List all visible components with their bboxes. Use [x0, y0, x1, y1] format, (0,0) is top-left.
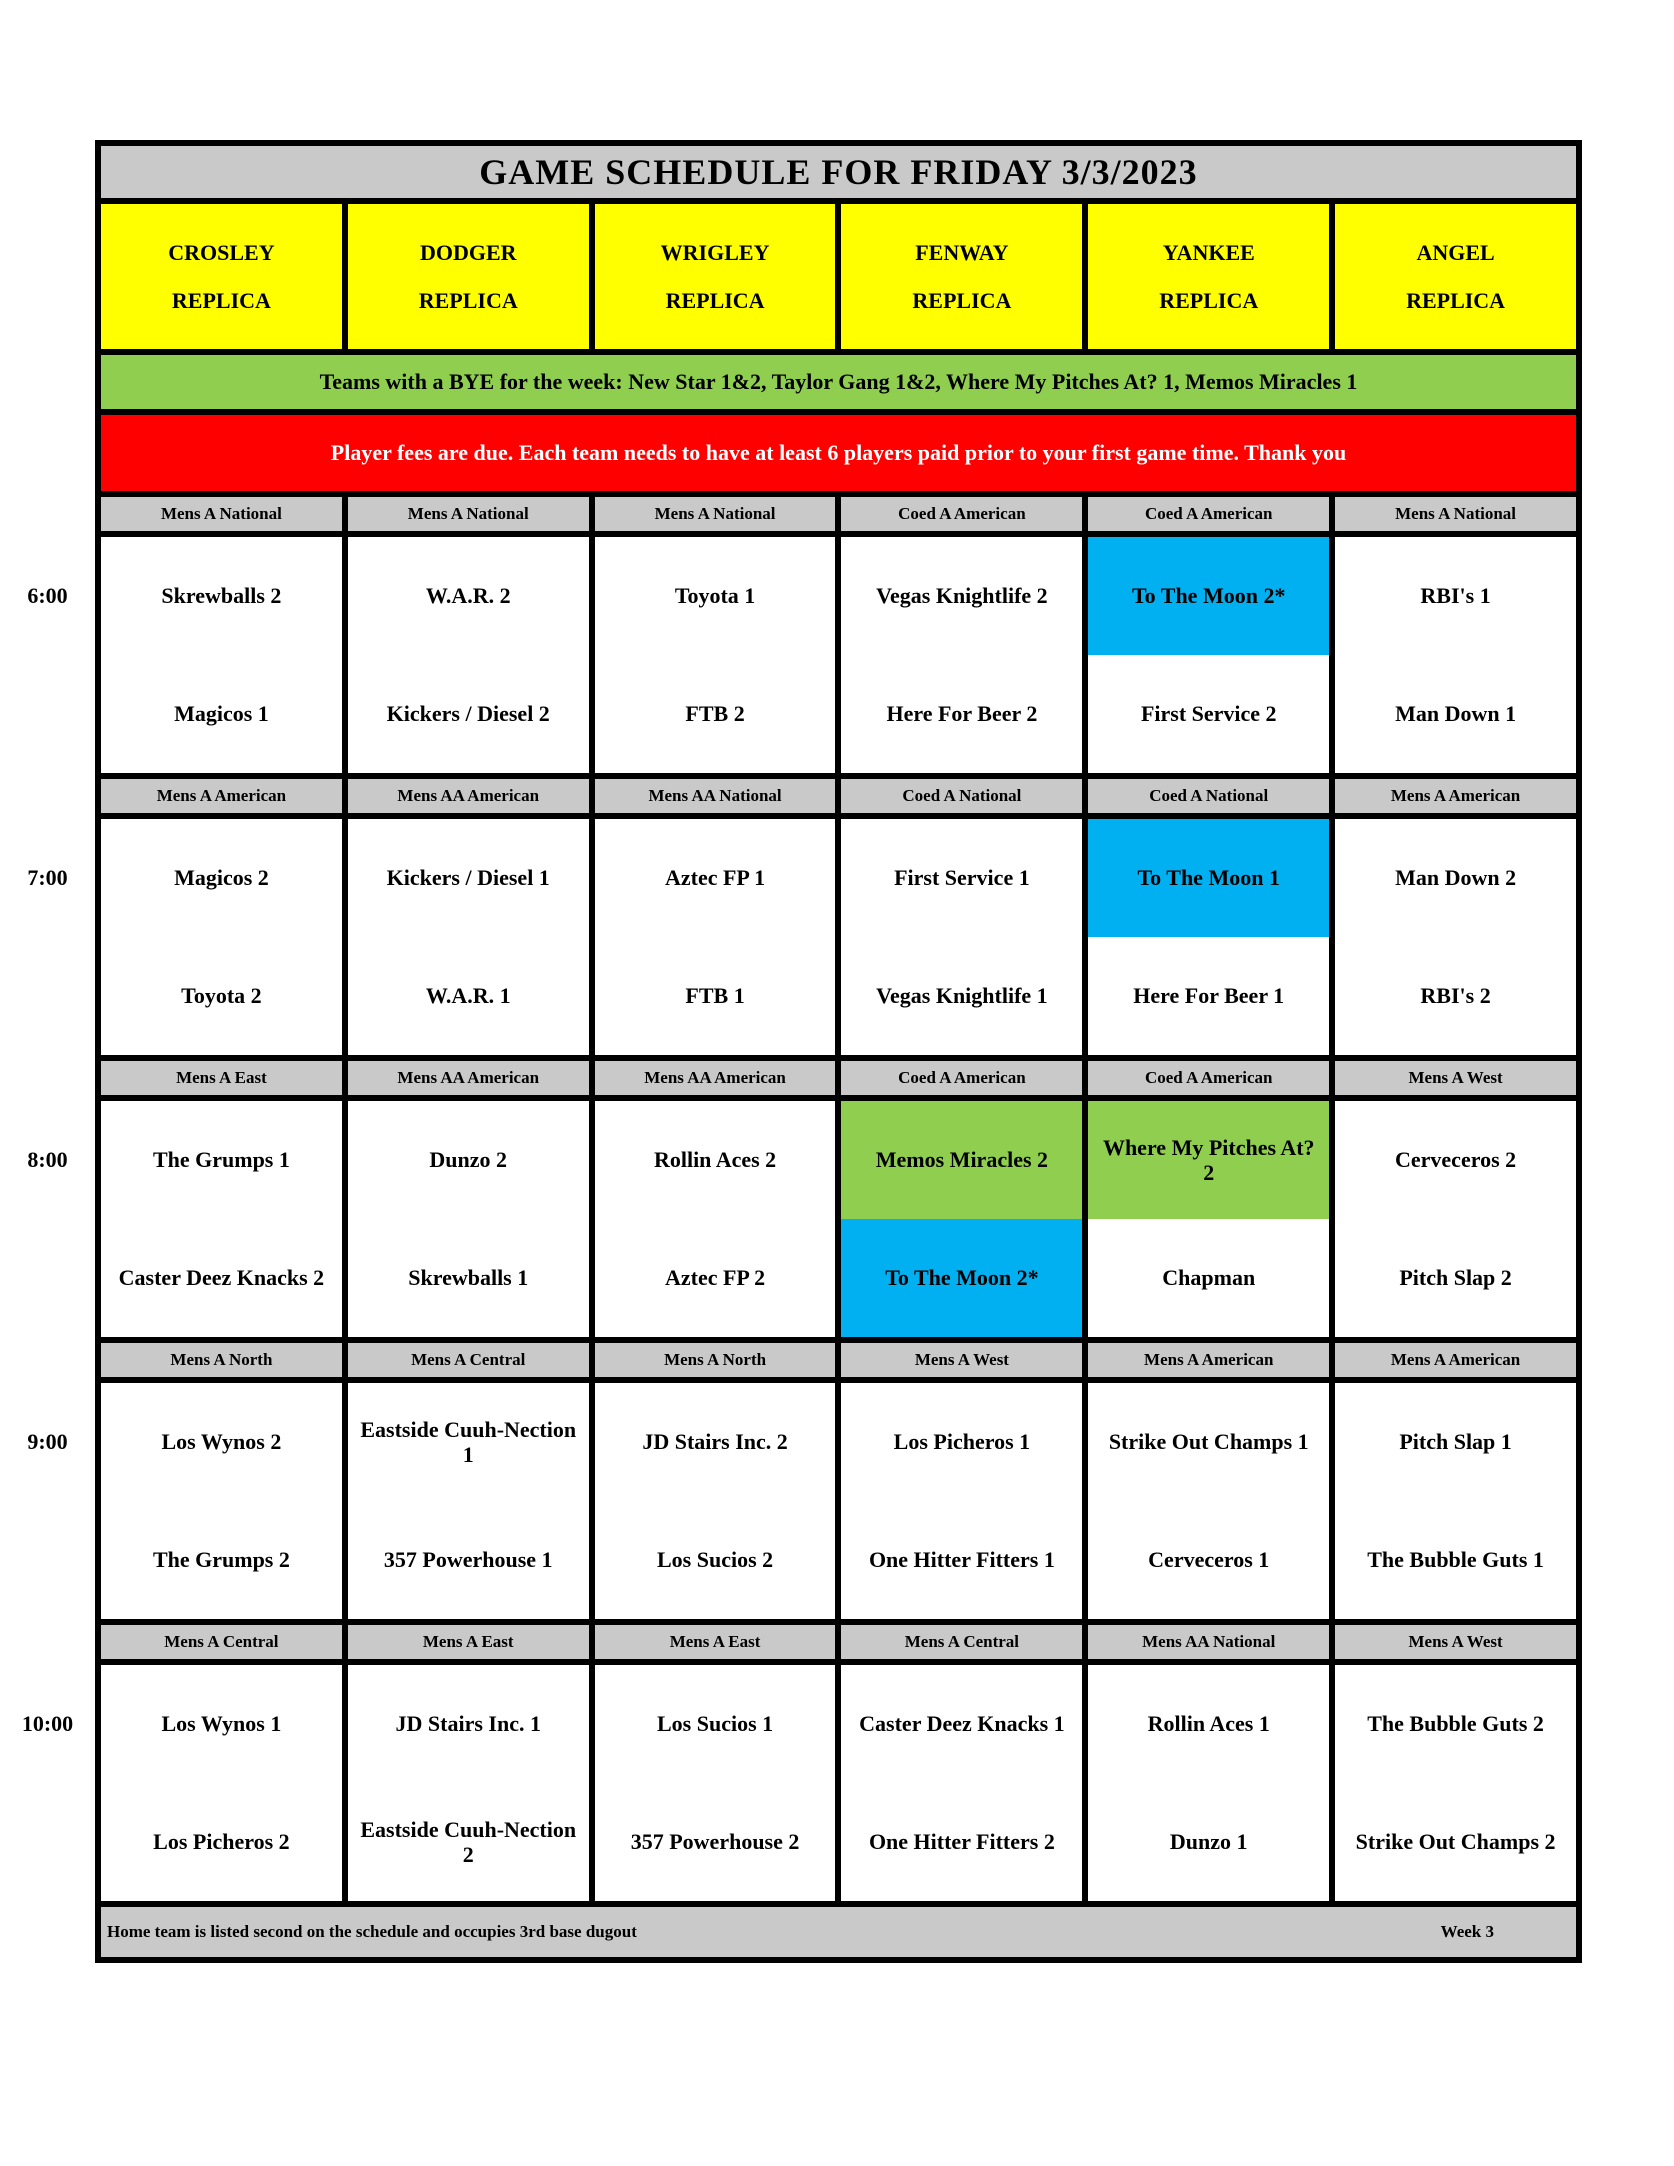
away-team-cell — [101, 819, 342, 937]
away-team-cell — [841, 1665, 1082, 1783]
home-team-cell — [101, 1501, 342, 1619]
away-team-cell — [1335, 1665, 1576, 1783]
game-cell — [101, 537, 342, 773]
field-header-dodger — [348, 204, 589, 349]
home-team-cell — [1335, 1219, 1576, 1337]
home-team-cell — [101, 1783, 342, 1901]
away-team-cell — [348, 1665, 589, 1783]
fields-row — [101, 204, 1576, 349]
time-label: 8:00 — [27, 1147, 68, 1172]
away-team-name: Memos Miracles 2 — [875, 1147, 1049, 1173]
home-team-cell — [595, 1501, 836, 1619]
home-team-cell — [595, 1219, 836, 1337]
field-type: REPLICA — [418, 287, 518, 313]
league-header: Mens A American — [1088, 1343, 1329, 1377]
league-row — [101, 497, 1576, 531]
away-team-cell — [1088, 1101, 1329, 1219]
home-team-cell — [1088, 937, 1329, 1055]
away-team-name: Los Wynos 2 — [161, 1429, 282, 1455]
games-row — [101, 819, 1576, 1055]
time-slot — [21, 1625, 1576, 1901]
away-team-cell — [595, 819, 836, 937]
league-header: Mens AA American — [348, 1061, 589, 1095]
league-header: Mens A East — [595, 1625, 836, 1659]
away-team-cell — [1335, 1101, 1576, 1219]
home-team-cell — [1088, 1219, 1329, 1337]
away-team-cell — [101, 1101, 342, 1219]
time-slot — [27, 779, 1576, 1055]
home-team-cell — [348, 1501, 589, 1619]
game-cell — [348, 537, 589, 773]
away-team-name: Los Sucios 1 — [656, 1711, 774, 1737]
home-team-name: Kickers / Diesel 2 — [386, 701, 550, 727]
bye-teams-banner: Teams with a BYE for the week: New Star 1&2, Taylor Gang 1&2, Where My Pitches At? 1, Memos Miracles 1 — [101, 355, 1576, 409]
away-team-name: Kickers / Diesel 1 — [386, 865, 550, 891]
home-team-name: Dunzo 1 — [1169, 1829, 1248, 1855]
game-cell — [1088, 537, 1329, 773]
game-cell — [841, 537, 1082, 773]
game-cell — [841, 1383, 1082, 1619]
league-header: Coed A American — [841, 1061, 1082, 1095]
time-slot — [27, 497, 1576, 773]
away-team-name: JD Stairs Inc. 2 — [642, 1429, 788, 1455]
field-header-yankee — [1088, 204, 1329, 349]
game-cell — [101, 819, 342, 1055]
away-team-name: Cerveceros 2 — [1395, 1147, 1517, 1173]
home-team-cell — [101, 937, 342, 1055]
away-team-name: The Bubble Guts 2 — [1367, 1711, 1544, 1737]
league-header: Mens A National — [595, 497, 836, 531]
away-team-cell — [1088, 1383, 1329, 1501]
league-header: Mens A North — [101, 1343, 342, 1377]
away-team-name: The Grumps 1 — [152, 1147, 290, 1173]
league-header: Mens A American — [1335, 779, 1576, 813]
league-row — [101, 779, 1576, 813]
field-type: REPLICA — [1406, 287, 1506, 313]
home-team-cell — [101, 655, 342, 773]
league-header: Mens A East — [101, 1061, 342, 1095]
home-team-name: To The Moon 2* — [885, 1265, 1039, 1291]
game-cell — [101, 1383, 342, 1619]
away-team-cell — [348, 819, 589, 937]
games-row — [101, 1665, 1576, 1901]
away-team-name: Strike Out Champs 1 — [1108, 1429, 1309, 1455]
league-header: Mens AA American — [348, 779, 589, 813]
away-team-cell — [101, 537, 342, 655]
away-team-name: Pitch Slap 1 — [1399, 1429, 1512, 1455]
game-cell — [1088, 1383, 1329, 1619]
league-row — [101, 1343, 1576, 1377]
home-team-cell — [348, 1219, 589, 1337]
home-team-name: Los Picheros 2 — [153, 1829, 290, 1855]
home-team-name: FTB 2 — [685, 701, 745, 727]
league-row — [101, 1625, 1576, 1659]
away-team-cell — [348, 537, 589, 655]
field-type: REPLICA — [171, 287, 271, 313]
game-cell — [1335, 819, 1576, 1055]
game-cell — [595, 1383, 836, 1619]
field-type: REPLICA — [665, 287, 765, 313]
home-team-name: One Hitter Fitters 2 — [868, 1829, 1055, 1855]
games-row — [101, 537, 1576, 773]
home-team-name: RBI's 2 — [1420, 983, 1491, 1009]
home-team-name: Magicos 1 — [174, 701, 269, 727]
home-team-cell — [595, 937, 836, 1055]
away-team-cell — [101, 1383, 342, 1501]
league-header: Mens A West — [841, 1343, 1082, 1377]
field-name: FENWAY — [915, 239, 1009, 265]
field-type: REPLICA — [1159, 287, 1259, 313]
game-cell — [841, 1665, 1082, 1901]
home-team-name: Toyota 2 — [181, 983, 262, 1009]
game-cell — [1088, 819, 1329, 1055]
away-team-name: RBI's 1 — [1420, 583, 1491, 609]
game-cell — [595, 1665, 836, 1901]
page-title: GAME SCHEDULE FOR FRIDAY 3/3/2023 — [101, 146, 1576, 198]
league-header: Mens A American — [1335, 1343, 1576, 1377]
away-team-name: Los Picheros 1 — [893, 1429, 1031, 1455]
league-header: Coed A American — [1088, 497, 1329, 531]
home-team-cell — [841, 655, 1082, 773]
home-team-cell — [841, 1783, 1082, 1901]
away-team-cell — [595, 1665, 836, 1783]
games-row — [101, 1101, 1576, 1337]
league-header: Mens A Central — [101, 1625, 342, 1659]
game-cell — [841, 1101, 1082, 1337]
away-team-name: Eastside Cuuh-Nection 1 — [360, 1416, 577, 1467]
away-team-name: Aztec FP 1 — [664, 865, 766, 891]
away-team-cell — [841, 537, 1082, 655]
home-team-name: The Grumps 2 — [152, 1547, 290, 1573]
home-team-name: 357 Powerhouse 1 — [383, 1547, 553, 1573]
away-team-name: First Service 1 — [894, 865, 1030, 891]
away-team-name: Rollin Aces 2 — [653, 1147, 777, 1173]
week-label: Week 3 — [1440, 1922, 1494, 1941]
home-team-cell — [348, 1783, 589, 1901]
home-team-cell — [1335, 937, 1576, 1055]
away-team-name: Magicos 2 — [174, 865, 269, 891]
away-team-cell — [101, 1665, 342, 1783]
league-header: Mens A East — [348, 1625, 589, 1659]
home-team-name: Cerveceros 1 — [1148, 1547, 1270, 1573]
league-header: Coed A National — [841, 779, 1082, 813]
league-header: Mens A North — [595, 1343, 836, 1377]
time-label: 7:00 — [27, 865, 68, 890]
away-team-name: Los Wynos 1 — [161, 1711, 282, 1737]
league-header: Mens AA National — [595, 779, 836, 813]
field-name: DODGER — [419, 239, 517, 265]
footer-note: Home team is listed second on the schedule and occupies 3rd base dugout — [107, 1922, 637, 1941]
game-cell — [1335, 1383, 1576, 1619]
home-team-name: First Service 2 — [1140, 701, 1277, 727]
game-cell — [1335, 1101, 1576, 1337]
away-team-cell — [1088, 819, 1329, 937]
home-team-name: Skrewballs 1 — [408, 1265, 529, 1291]
away-team-name: Rollin Aces 1 — [1147, 1711, 1270, 1737]
home-team-name: Pitch Slap 2 — [1399, 1265, 1512, 1291]
schedule-table — [21, 140, 1582, 1963]
away-team-cell — [595, 1101, 836, 1219]
game-cell — [348, 819, 589, 1055]
home-team-name: The Bubble Guts 1 — [1367, 1547, 1544, 1573]
home-team-name: Strike Out Champs 2 — [1355, 1829, 1556, 1855]
field-header-angel — [1335, 204, 1576, 349]
league-header: Mens A American — [101, 779, 342, 813]
home-team-name: FTB 1 — [685, 983, 745, 1009]
home-team-cell — [841, 1219, 1082, 1337]
game-cell — [348, 1383, 589, 1619]
footer-row — [101, 1907, 1576, 1957]
game-cell — [1088, 1101, 1329, 1337]
league-row — [101, 1061, 1576, 1095]
league-header: Mens AA American — [595, 1061, 836, 1095]
game-cell — [348, 1101, 589, 1337]
away-team-name: Caster Deez Knacks 1 — [859, 1711, 1065, 1737]
game-cell — [1335, 537, 1576, 773]
away-team-cell — [348, 1383, 589, 1501]
away-team-name: To The Moon 1 — [1137, 865, 1280, 891]
home-team-name: Man Down 1 — [1395, 701, 1517, 727]
away-team-name: Vegas Knightlife 2 — [876, 583, 1048, 609]
field-header-crosley — [101, 204, 342, 349]
player-fees-banner: Player fees are due. Each team needs to have at least 6 players paid prior to your first game time. Thank you — [101, 415, 1576, 491]
game-cell — [595, 537, 836, 773]
away-team-cell — [595, 537, 836, 655]
home-team-name: 357 Powerhouse 2 — [630, 1829, 800, 1855]
field-name: ANGEL — [1416, 239, 1495, 265]
home-team-cell — [841, 937, 1082, 1055]
home-team-cell — [1335, 655, 1576, 773]
home-team-cell — [1088, 655, 1329, 773]
time-label: 6:00 — [27, 583, 68, 608]
field-type: REPLICA — [912, 287, 1012, 313]
home-team-name: One Hitter Fitters 1 — [868, 1547, 1055, 1573]
field-name: WRIGLEY — [660, 239, 770, 265]
league-header: Mens A National — [101, 497, 342, 531]
away-team-name: W.A.R. 2 — [425, 583, 511, 609]
away-team-cell — [1335, 1383, 1576, 1501]
home-team-name: Here For Beer 2 — [886, 701, 1038, 727]
away-team-cell — [841, 819, 1082, 937]
home-team-cell — [1088, 1783, 1329, 1901]
home-team-cell — [1088, 1501, 1329, 1619]
away-team-name: To The Moon 2* — [1132, 583, 1286, 609]
home-team-cell — [595, 1783, 836, 1901]
away-team-cell — [841, 1383, 1082, 1501]
away-team-name: Skrewballs 2 — [161, 583, 282, 609]
game-cell — [1335, 1665, 1576, 1901]
game-cell — [595, 1101, 836, 1337]
field-header-fenway — [841, 204, 1082, 349]
game-cell — [101, 1101, 342, 1337]
away-team-cell — [595, 1383, 836, 1501]
game-cell — [841, 819, 1082, 1055]
away-team-name: Toyota 1 — [674, 583, 756, 609]
home-team-name: Chapman — [1162, 1265, 1256, 1291]
away-team-cell — [348, 1101, 589, 1219]
away-team-name: Man Down 2 — [1395, 865, 1517, 891]
league-header: Mens A National — [348, 497, 589, 531]
game-cell — [101, 1665, 342, 1901]
time-slot — [27, 1343, 1576, 1619]
time-label: 9:00 — [27, 1429, 68, 1454]
home-team-cell — [1335, 1783, 1576, 1901]
home-team-name: Aztec FP 2 — [664, 1265, 766, 1291]
home-team-name: Eastside Cuuh-Nection 2 — [360, 1816, 577, 1867]
field-name: YANKEE — [1162, 239, 1255, 265]
away-team-cell — [1335, 537, 1576, 655]
game-cell — [1088, 1665, 1329, 1901]
away-team-cell — [841, 1101, 1082, 1219]
games-row — [101, 1383, 1576, 1619]
game-cell — [595, 819, 836, 1055]
home-team-name: Here For Beer 1 — [1133, 983, 1285, 1009]
away-team-cell — [1088, 1665, 1329, 1783]
league-header: Mens A West — [1335, 1061, 1576, 1095]
field-name: CROSLEY — [168, 239, 275, 265]
away-team-cell — [1088, 537, 1329, 655]
home-team-cell — [348, 655, 589, 773]
time-label: 10:00 — [21, 1711, 74, 1736]
league-header: Coed A American — [841, 497, 1082, 531]
game-cell — [348, 1665, 589, 1901]
field-header-wrigley — [595, 204, 836, 349]
away-team-name: JD Stairs Inc. 1 — [395, 1711, 541, 1737]
league-header: Mens A West — [1335, 1625, 1576, 1659]
away-team-name: Dunzo 2 — [429, 1147, 508, 1173]
home-team-name: Caster Deez Knacks 2 — [118, 1265, 325, 1291]
home-team-cell — [595, 655, 836, 773]
away-team-name: Where My Pitches At? 2 — [1102, 1134, 1315, 1185]
league-header: Mens A Central — [841, 1625, 1082, 1659]
home-team-name: Los Sucios 2 — [656, 1547, 774, 1573]
home-team-cell — [101, 1219, 342, 1337]
home-team-cell — [348, 937, 589, 1055]
away-team-cell — [1335, 819, 1576, 937]
league-header: Coed A National — [1088, 779, 1329, 813]
league-header: Mens A Central — [348, 1343, 589, 1377]
league-header: Mens A National — [1335, 497, 1576, 531]
home-team-name: W.A.R. 1 — [425, 983, 511, 1009]
time-slot — [27, 1061, 1576, 1337]
home-team-cell — [841, 1501, 1082, 1619]
league-header: Coed A American — [1088, 1061, 1329, 1095]
time-slots — [21, 497, 1576, 1901]
league-header: Mens AA National — [1088, 1625, 1329, 1659]
home-team-cell — [1335, 1501, 1576, 1619]
home-team-name: Vegas Knightlife 1 — [876, 983, 1048, 1009]
